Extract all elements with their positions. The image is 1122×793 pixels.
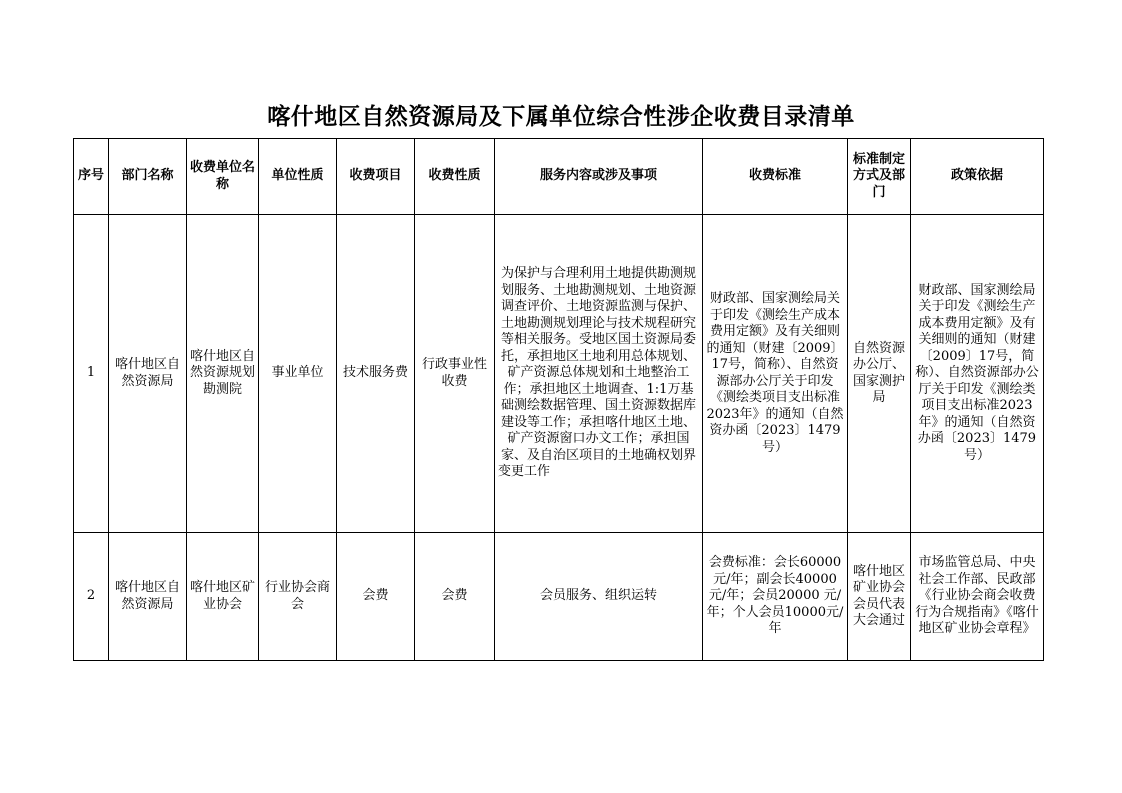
header-index: 序号 — [74, 139, 109, 215]
cell-service-content: 会员服务、组织运转 — [495, 533, 703, 661]
cell-unit-nature: 行业协会商会 — [259, 533, 337, 661]
cell-fee-item: 会费 — [337, 533, 415, 661]
cell-policy-basis: 财政部、国家测绘局关于印发《测绘生产成本费用定额》及有关细则的通知（财建〔2009〕17号，简称）、自然资源部办公厅关于印发《测绘类项目支出标准2023年》的通知（自然资办函〔2023〕1479号） — [911, 215, 1044, 533]
cell-service-content: 为保护与合理利用土地提供勘测规划服务、土地勘测规划、土地资源调查评价、土地资源监测与保护、土地勘测规划理论与技术规程研究等相关服务。受地区国土资源局委托，承担地区土地利用总体规划、矿产资源总体规划和土地整治工作；承担地区土地调查、1:1万基础测绘数据管理、国土资源数据库建设等工作；承担喀什地区土地、矿产资源窗口办文工作；承担国家、及自治区项目的土地确权划界变更工作 — [495, 215, 703, 533]
cell-policy-basis: 市场监管总局、中央社会工作部、民政部《行业协会商会收费行为合规指南》《喀什地区矿业协会章程》 — [911, 533, 1044, 661]
header-department: 部门名称 — [109, 139, 187, 215]
cell-fee-nature: 会费 — [415, 533, 495, 661]
cell-charging-unit: 喀什地区自然资源规划勘测院 — [187, 215, 259, 533]
fee-catalog-table — [73, 138, 1044, 661]
cell-standard-setting: 喀什地区矿业协会会员代表大会通过 — [848, 533, 911, 661]
cell-fee-item: 技术服务费 — [337, 215, 415, 533]
table-row — [74, 533, 1044, 661]
cell-fee-standard: 财政部、国家测绘局关于印发《测绘生产成本费用定额》及有关细则的通知（财建〔2009〕17号，简称）、自然资源部办公厅关于印发《测绘类项目支出标准2023年》的通知（自然资办函〔2023〕1479号） — [703, 215, 848, 533]
header-fee-standard: 收费标准 — [703, 139, 848, 215]
cell-fee-standard: 会费标准：会长60000元/年；副会长40000元/年；会员20000 元/年；个人会员10000元/年 — [703, 533, 848, 661]
header-service-content: 服务内容或涉及事项 — [495, 139, 703, 215]
cell-index: 2 — [74, 533, 109, 661]
header-fee-nature: 收费性质 — [415, 139, 495, 215]
header-charging-unit: 收费单位名称 — [187, 139, 259, 215]
header-standard-setting: 标准制定方式及部门 — [848, 139, 911, 215]
cell-index: 1 — [74, 215, 109, 533]
table-header-row — [74, 139, 1044, 215]
header-unit-nature: 单位性质 — [259, 139, 337, 215]
header-fee-item: 收费项目 — [337, 139, 415, 215]
table-row — [74, 215, 1044, 533]
cell-unit-nature: 事业单位 — [259, 215, 337, 533]
header-policy-basis: 政策依据 — [911, 139, 1044, 215]
cell-standard-setting: 自然资源办公厅、国家测护局 — [848, 215, 911, 533]
cell-fee-nature: 行政事业性收费 — [415, 215, 495, 533]
cell-department: 喀什地区自然资源局 — [109, 533, 187, 661]
page-title: 喀什地区自然资源局及下属单位综合性涉企收费目录清单 — [267, 104, 855, 130]
cell-charging-unit: 喀什地区矿业协会 — [187, 533, 259, 661]
cell-department: 喀什地区自然资源局 — [109, 215, 187, 533]
